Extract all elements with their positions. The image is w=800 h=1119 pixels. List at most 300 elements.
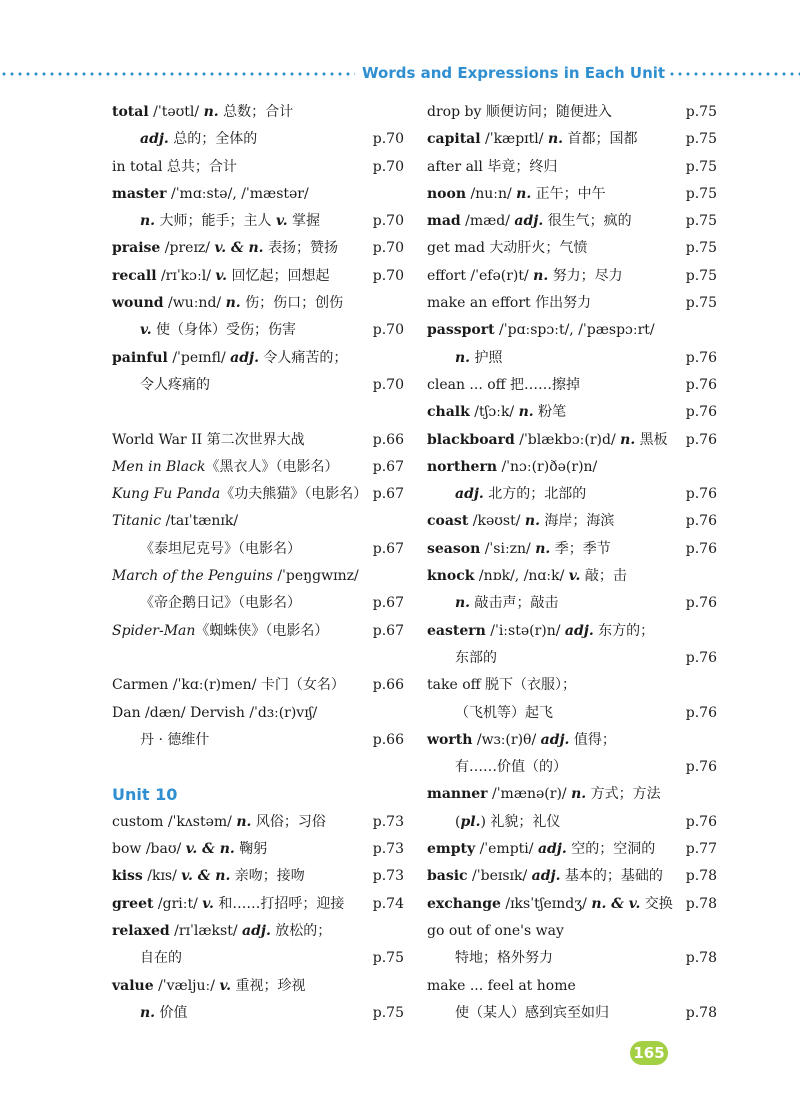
phonetic: /rɪˈlækst/ bbox=[169, 922, 243, 939]
definition: 回忆起；回想起 bbox=[227, 267, 330, 284]
vocab-entry bbox=[427, 945, 717, 972]
headword: northern bbox=[427, 458, 497, 475]
vocab-entry bbox=[112, 508, 404, 535]
phonetic: /ɪksˈtʃeɪndʒ/ bbox=[500, 895, 592, 912]
vocab-entry bbox=[112, 590, 404, 617]
part-of-speech: v. & n. bbox=[185, 841, 235, 858]
entry-text bbox=[112, 263, 329, 290]
entry-text bbox=[427, 290, 591, 317]
headword: in total bbox=[112, 158, 163, 175]
vocab-entry bbox=[112, 99, 404, 126]
page-ref: p.70 bbox=[372, 267, 404, 284]
vocab-entry bbox=[112, 945, 404, 972]
part-of-speech: n. bbox=[236, 813, 252, 830]
phonetic: /ˈnɔː(r)ðə(r)n/ bbox=[497, 458, 598, 475]
vocab-entry bbox=[427, 181, 717, 208]
part-of-speech: n. bbox=[140, 213, 156, 230]
definition: 粉笔 bbox=[533, 404, 567, 421]
definition: 有……价值（的） bbox=[455, 759, 567, 776]
page-ref: p.76 bbox=[685, 404, 717, 421]
headword: Dan bbox=[112, 704, 141, 721]
entry-text bbox=[455, 754, 567, 781]
vocab-entry bbox=[427, 918, 717, 945]
page-ref: p.76 bbox=[685, 649, 717, 666]
page-ref: p.75 bbox=[685, 213, 717, 230]
definition: 东方的； bbox=[593, 622, 655, 639]
headword: drop by bbox=[427, 104, 482, 120]
phonetic: /ˈiːstə(r)n/ bbox=[485, 622, 565, 639]
vocab-entry bbox=[112, 154, 404, 181]
part-of-speech: n. bbox=[225, 295, 241, 312]
definition: 表扬；赞扬 bbox=[263, 240, 338, 257]
phonetic: /tʃɔːk/ bbox=[469, 404, 519, 421]
unit-heading: Unit 10 bbox=[112, 785, 178, 805]
entry-text bbox=[427, 317, 655, 344]
entry-text bbox=[427, 918, 564, 945]
phonetic: /ˈkʌstəm/ bbox=[163, 813, 237, 830]
phonetic: /ˈkæpɪtl/ bbox=[480, 131, 548, 148]
definition: 方式；方法 bbox=[586, 786, 661, 803]
entry-text bbox=[427, 891, 673, 918]
headword: noon bbox=[427, 185, 467, 202]
phonetic: /mæd/ bbox=[460, 213, 515, 230]
vocab-entry bbox=[427, 536, 717, 563]
page-ref: p.76 bbox=[685, 595, 717, 612]
entry-text bbox=[112, 618, 328, 645]
definition: 脱下（衣服）； bbox=[480, 677, 577, 694]
vocab-entry bbox=[112, 891, 404, 918]
definition: 特地；格外努力 bbox=[455, 950, 553, 967]
vocab-entry bbox=[427, 317, 717, 344]
page-ref: p.70 bbox=[372, 131, 404, 148]
headword: clean ... off bbox=[427, 376, 506, 393]
definition: （飞机等）起飞 bbox=[455, 704, 553, 721]
vocab-entry bbox=[112, 672, 404, 699]
part-of-speech: v. & n. bbox=[181, 868, 231, 885]
entry-text bbox=[112, 973, 306, 1000]
page-ref: p.66 bbox=[372, 731, 404, 748]
phonetic: /ˈpɑːspɔːt/, /ˈpæspɔːrt/ bbox=[494, 322, 655, 339]
definition: 毕竟；终归 bbox=[482, 158, 558, 175]
definition: 亲吻；接吻 bbox=[230, 868, 305, 885]
headword: kiss bbox=[112, 868, 143, 885]
headword: wound bbox=[112, 295, 164, 312]
headword: chalk bbox=[427, 404, 470, 421]
headword: total bbox=[112, 104, 149, 120]
entry-gap bbox=[112, 399, 404, 426]
page-ref: p.76 bbox=[685, 349, 717, 366]
headword: make ... feel at home bbox=[427, 977, 576, 994]
page-ref: p.78 bbox=[685, 895, 717, 912]
vocab-entry bbox=[427, 645, 717, 672]
vocab-entry bbox=[427, 263, 717, 290]
part-of-speech: n. bbox=[547, 131, 563, 148]
entry-text bbox=[427, 235, 587, 262]
definition: 伤；伤口；创伤 bbox=[240, 295, 344, 312]
vocab-entry bbox=[427, 809, 717, 836]
paren: ) bbox=[480, 813, 486, 830]
entry-text bbox=[112, 481, 367, 508]
vocab-entry bbox=[427, 345, 717, 372]
vocab-entry bbox=[427, 399, 717, 426]
entry-text bbox=[427, 454, 597, 481]
definition: 掌握 bbox=[287, 213, 321, 230]
headword: get mad bbox=[427, 240, 485, 257]
page-ref: p.78 bbox=[685, 950, 717, 967]
entry-gap bbox=[112, 645, 404, 672]
headword: mad bbox=[427, 213, 461, 230]
entry-text bbox=[140, 372, 210, 399]
part-of-speech: adj. bbox=[242, 922, 271, 939]
phonetic: /ˈblækbɔː(r)d/ bbox=[514, 431, 621, 448]
header-title: Words and Expressions in Each Unit bbox=[362, 64, 666, 82]
vocab-entry bbox=[112, 372, 404, 399]
definition: 敲击声；敲击 bbox=[470, 595, 559, 612]
phonetic: /ˈkɑː(r)men/ bbox=[168, 677, 261, 694]
phonetic: /ˈsiːzn/ bbox=[480, 540, 536, 557]
page-ref: p.75 bbox=[372, 950, 404, 967]
entry-text bbox=[427, 781, 661, 808]
headword: capital bbox=[427, 131, 481, 148]
vocab-entry bbox=[112, 700, 404, 727]
definition: 《泰坦尼克号》（电影名） bbox=[140, 540, 301, 557]
vocab-entry bbox=[112, 973, 404, 1000]
entry-text bbox=[427, 618, 654, 645]
vocab-entry bbox=[112, 317, 404, 344]
entry-text bbox=[455, 481, 586, 508]
vocab-entry bbox=[427, 618, 717, 645]
page-ref: p.73 bbox=[372, 813, 404, 830]
entry-text bbox=[427, 863, 663, 890]
headword: praise bbox=[112, 240, 161, 257]
phonetic: /ˈpeɪnfl/ bbox=[167, 349, 231, 366]
vocab-entry bbox=[427, 672, 717, 699]
vocab-entry bbox=[112, 345, 404, 372]
vocab-entry bbox=[427, 126, 717, 153]
page-ref: p.78 bbox=[685, 1004, 717, 1021]
vocab-entry bbox=[427, 372, 717, 399]
definition: 正午；中午 bbox=[531, 185, 606, 202]
entry-text bbox=[112, 345, 347, 372]
part-of-speech: n. bbox=[203, 104, 219, 120]
entry-text bbox=[427, 672, 576, 699]
phonetic: /baʊ/ bbox=[141, 841, 186, 858]
definition: 交换 bbox=[640, 895, 673, 912]
phonetic: /kɪs/ bbox=[142, 868, 182, 885]
vocab-entry bbox=[427, 973, 717, 1000]
phonetic: /ˈefə(r)t/ bbox=[465, 267, 534, 284]
page-ref: p.67 bbox=[372, 486, 404, 503]
vocab-entry bbox=[427, 427, 717, 454]
phonetic: /rɪˈkɔːl/ bbox=[156, 267, 216, 284]
vocab-entry bbox=[427, 891, 717, 918]
definition: 总共；合计 bbox=[162, 158, 237, 175]
definition: 季；季节 bbox=[550, 540, 611, 557]
definition: 北方的；北部的 bbox=[483, 486, 587, 503]
entry-text bbox=[455, 700, 553, 727]
vocab-entry bbox=[427, 836, 717, 863]
headword: blackboard bbox=[427, 431, 515, 448]
page-ref: p.75 bbox=[372, 1004, 404, 1021]
definition: 第二次世界大战 bbox=[202, 431, 305, 448]
entry-text bbox=[455, 809, 560, 836]
vocab-entry bbox=[112, 1000, 404, 1027]
part-of-speech: n. bbox=[518, 404, 534, 421]
entry-text bbox=[427, 508, 614, 535]
phonetic: /ˈvæljuː/ bbox=[153, 977, 220, 994]
headword: after all bbox=[427, 158, 483, 175]
part-of-speech: n. bbox=[455, 349, 471, 366]
page-ref: p.66 bbox=[372, 677, 404, 694]
part-of-speech: pl. bbox=[460, 813, 481, 830]
part-of-speech: n. bbox=[535, 540, 551, 557]
page-ref: p.76 bbox=[685, 759, 717, 776]
definition: 自在的 bbox=[140, 950, 182, 967]
part-of-speech: n. & v. bbox=[591, 895, 641, 912]
definition: 把……擦掉 bbox=[505, 376, 581, 393]
entry-text bbox=[140, 126, 257, 153]
phonetic: /ˈtəʊtl/ bbox=[148, 104, 204, 120]
part-of-speech: v. bbox=[275, 213, 288, 230]
vocab-entry bbox=[112, 126, 404, 153]
headword: custom bbox=[112, 813, 164, 830]
page-ref: p.74 bbox=[372, 895, 404, 912]
part-of-speech: adj. bbox=[564, 622, 594, 639]
part-of-speech: adj. bbox=[537, 841, 567, 858]
headword: passport bbox=[427, 322, 495, 339]
definition: 海岸；海滨 bbox=[539, 513, 615, 530]
vocab-entry bbox=[427, 235, 717, 262]
entry-text bbox=[427, 973, 576, 1000]
phonetic: /ˈmænə(r)/ bbox=[487, 786, 572, 803]
entry-text bbox=[427, 727, 616, 754]
entry-text bbox=[112, 836, 267, 863]
headword: take off bbox=[427, 677, 481, 694]
page-ref: p.70 bbox=[372, 322, 404, 339]
entry-text bbox=[427, 126, 637, 153]
vocab-entry bbox=[112, 427, 404, 454]
entry-text bbox=[427, 99, 612, 126]
headword: go out of one's way bbox=[427, 922, 564, 939]
headword: exchange bbox=[427, 895, 501, 912]
entry-text bbox=[427, 536, 611, 563]
phonetic: /wɜː(r)θ/ bbox=[472, 731, 541, 748]
phonetic: /nɒk/, /nɑːk/ bbox=[474, 568, 569, 585]
page-ref: p.70 bbox=[372, 213, 404, 230]
part-of-speech: v. bbox=[202, 895, 214, 912]
vocab-entry bbox=[112, 618, 404, 645]
headword: Kung Fu Panda bbox=[112, 486, 221, 503]
phonetic: /taɪˈtænɪk/ bbox=[161, 513, 239, 530]
paren: ( bbox=[455, 813, 461, 830]
vocab-entry bbox=[427, 727, 717, 754]
vocab-entry bbox=[427, 290, 717, 317]
part-of-speech: adj. bbox=[140, 131, 169, 148]
page-ref: p.78 bbox=[685, 868, 717, 885]
headword: greet bbox=[112, 895, 154, 912]
entry-text bbox=[112, 672, 345, 699]
entry-text bbox=[140, 208, 320, 235]
entry-text bbox=[455, 345, 503, 372]
headword: coast bbox=[427, 513, 469, 530]
page-ref: p.70 bbox=[372, 240, 404, 257]
definition: 《黑衣人》（电影名） bbox=[205, 458, 339, 475]
part-of-speech: n. bbox=[140, 1004, 156, 1021]
vocab-entry bbox=[427, 863, 717, 890]
vocab-entry bbox=[112, 781, 404, 808]
headword: master bbox=[112, 185, 167, 202]
entry-text bbox=[112, 508, 238, 535]
vocab-entry bbox=[112, 208, 404, 235]
entry-text bbox=[112, 863, 305, 890]
vocab-entry bbox=[112, 454, 404, 481]
page-ref: p.76 bbox=[685, 376, 717, 393]
definition: 黑板 bbox=[635, 431, 668, 448]
part-of-speech: v. bbox=[219, 977, 232, 994]
entry-text bbox=[427, 208, 632, 235]
page-ref: p.76 bbox=[685, 486, 717, 503]
entry-text bbox=[112, 700, 317, 727]
phonetic: /kəʊst/ bbox=[468, 513, 525, 530]
page-ref: p.76 bbox=[685, 704, 717, 721]
part-of-speech: n. bbox=[455, 595, 471, 612]
page-ref: p.76 bbox=[685, 431, 717, 448]
vocab-entry bbox=[427, 99, 717, 126]
part-of-speech: adj. bbox=[540, 731, 570, 748]
entry-text bbox=[112, 181, 309, 208]
page-ref: p.73 bbox=[372, 841, 404, 858]
entry-text bbox=[140, 1000, 188, 1027]
header-dots-left bbox=[0, 72, 355, 76]
page-ref: p.75 bbox=[685, 267, 717, 284]
phonetic: /ˈdɜː(r)vɪʃ/ bbox=[244, 704, 318, 721]
entry-text bbox=[427, 836, 655, 863]
part-of-speech: adj. bbox=[230, 349, 259, 366]
page-ref: p.75 bbox=[685, 158, 717, 175]
vocab-entry bbox=[427, 208, 717, 235]
page-ref: p.76 bbox=[685, 540, 717, 557]
phonetic: /preɪz/ bbox=[160, 240, 215, 257]
entry-text bbox=[427, 263, 623, 290]
entry-text bbox=[112, 809, 326, 836]
definition: 《帝企鹅日记》（电影名） bbox=[140, 595, 301, 612]
vocab-entry bbox=[112, 235, 404, 262]
definition: 重视；珍视 bbox=[231, 977, 306, 994]
headword: value bbox=[112, 977, 154, 994]
headword: Spider-Man bbox=[112, 622, 196, 639]
definition: 价值 bbox=[155, 1004, 188, 1021]
definition: 卡门（女名） bbox=[260, 677, 345, 694]
definition: 总的；全体的 bbox=[168, 131, 258, 148]
entry-text bbox=[455, 645, 497, 672]
page-ref: p.67 bbox=[372, 595, 404, 612]
page-ref: p.76 bbox=[685, 813, 717, 830]
page-ref: p.75 bbox=[685, 104, 717, 120]
vocab-entry bbox=[427, 1000, 717, 1027]
entry-gap bbox=[112, 754, 404, 781]
part-of-speech: v. & n. bbox=[214, 240, 264, 257]
headword: basic bbox=[427, 868, 468, 885]
phonetic: /ˈpeŋgwɪnz/ bbox=[272, 568, 359, 585]
definition: 空的；空洞的 bbox=[566, 841, 656, 858]
definition: 丹 · 德维什 bbox=[140, 731, 210, 748]
vocab-entry bbox=[112, 918, 404, 945]
phonetic: /wuːnd/ bbox=[163, 295, 226, 312]
definition: 护照 bbox=[470, 349, 503, 366]
definition: 基本的；基础的 bbox=[560, 868, 663, 885]
page-ref: p.70 bbox=[372, 158, 404, 175]
headword: make an effort bbox=[427, 295, 531, 312]
definition: 很生气；疯的 bbox=[543, 213, 632, 230]
definition: 使（身体）受伤；伤害 bbox=[151, 322, 297, 339]
vocab-entry bbox=[112, 836, 404, 863]
headword: Carmen bbox=[112, 677, 169, 694]
entry-text bbox=[140, 536, 301, 563]
page-ref: p.75 bbox=[685, 131, 717, 148]
definition: 使（某人）感到宾至如归 bbox=[455, 1004, 609, 1021]
entry-text bbox=[112, 235, 338, 262]
page-ref: p.67 bbox=[372, 458, 404, 475]
part-of-speech: n. bbox=[620, 431, 636, 448]
page-ref: p.73 bbox=[372, 868, 404, 885]
entry-text bbox=[140, 590, 301, 617]
entry-text bbox=[112, 891, 344, 918]
headword: effort bbox=[427, 267, 466, 284]
phonetic: /nuːn/ bbox=[466, 185, 517, 202]
entry-text bbox=[112, 563, 359, 590]
definition: 东部的 bbox=[455, 649, 497, 666]
vocab-entry bbox=[427, 563, 717, 590]
phonetic: /ˈmɑːstə/, /ˈmæstər/ bbox=[166, 185, 309, 202]
definition: 和……打招呼；迎接 bbox=[213, 895, 345, 912]
entry-text bbox=[140, 317, 296, 344]
vocab-entry bbox=[427, 590, 717, 617]
vocab-entry bbox=[112, 563, 404, 590]
vocab-entry bbox=[112, 263, 404, 290]
definition: 令人痛苦的； bbox=[258, 349, 348, 366]
part-of-speech: adj. bbox=[514, 213, 544, 230]
entry-text bbox=[112, 918, 331, 945]
vocab-entry bbox=[112, 727, 404, 754]
entry-text bbox=[427, 427, 668, 454]
entry-text bbox=[112, 290, 343, 317]
page-ref: p.70 bbox=[372, 376, 404, 393]
phonetic: /dæn/ bbox=[140, 704, 191, 721]
phonetic: /ˈbeɪsɪk/ bbox=[467, 868, 532, 885]
vocab-entry bbox=[112, 863, 404, 890]
page-ref: p.75 bbox=[685, 295, 717, 312]
headword: Dervish bbox=[190, 704, 245, 721]
page-ref: p.66 bbox=[372, 431, 404, 448]
entry-text bbox=[427, 399, 566, 426]
definition: 顺便访问；随便进入 bbox=[481, 104, 612, 120]
headword: bow bbox=[112, 841, 142, 858]
definition: 作出努力 bbox=[530, 295, 592, 312]
entry-text bbox=[112, 454, 338, 481]
headword: eastern bbox=[427, 622, 486, 639]
entry-text bbox=[112, 781, 177, 810]
definition: 放松的； bbox=[270, 922, 332, 939]
vocab-entry bbox=[112, 536, 404, 563]
definition: 总数；合计 bbox=[218, 104, 294, 120]
entry-text bbox=[455, 1000, 609, 1027]
page-ref: p.67 bbox=[372, 622, 404, 639]
entry-text bbox=[140, 727, 209, 754]
page-ref: p.75 bbox=[685, 240, 717, 257]
headword: knock bbox=[427, 568, 475, 585]
part-of-speech: v. bbox=[568, 568, 581, 585]
definition: 值得； bbox=[569, 731, 616, 748]
